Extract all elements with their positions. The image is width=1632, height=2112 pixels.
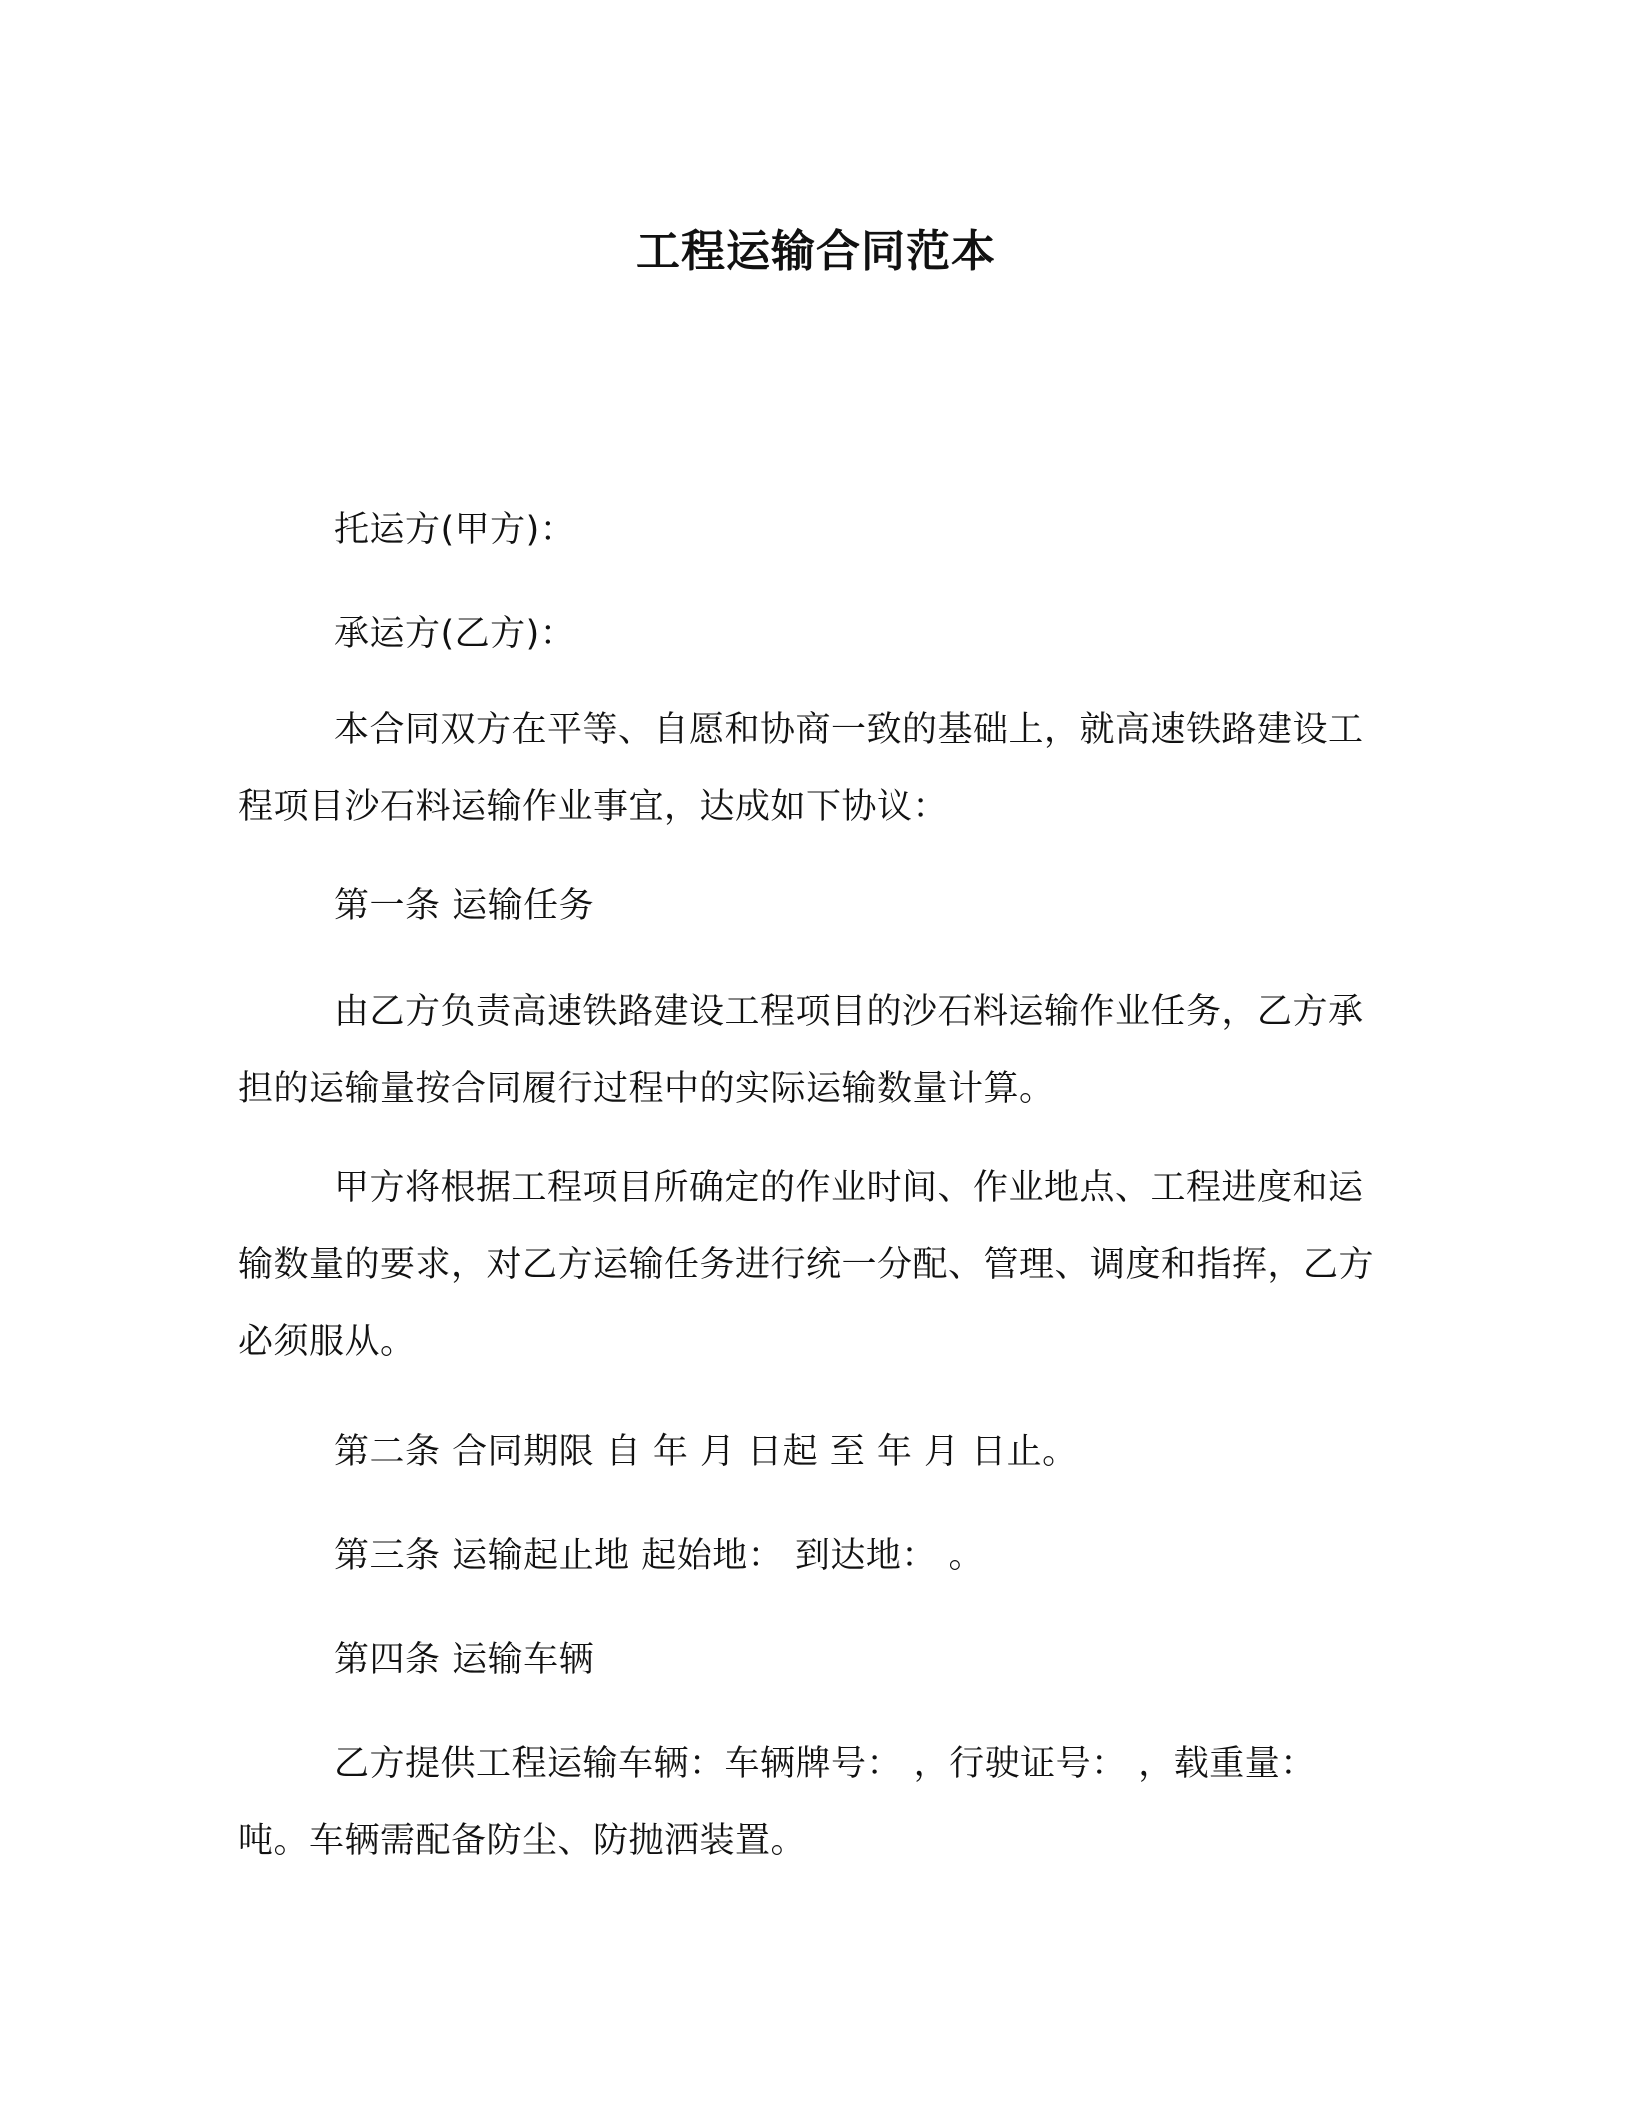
preamble-paragraph: 本合同双方在平等、自愿和协商一致的基础上，就高速铁路建设工程项目沙石料运输作业事宜，达成如下协议： <box>238 710 1364 827</box>
document-title: 工程运输合同范本 <box>636 226 996 277</box>
article-1-paragraph-1: 由乙方负责高速铁路建设工程项目的沙石料运输作业任务，乙方承担的运输量按合同履行过程中的实际运输数量计算。 <box>238 992 1364 1109</box>
party-a-line: 托运方(甲方)： <box>334 510 576 550</box>
article-1-paragraph-2: 甲方将根据工程项目所确定的作业时间、作业地点、工程进度和运输数量的要求，对乙方运输任务进行统一分配、管理、调度和指挥，乙方必须服从。 <box>238 1168 1375 1362</box>
article-4-paragraph: 乙方提供工程运输车辆：车辆牌号： ，行驶证号： ，载重量： 吨。车辆需配备防尘、防抛洒装置。 <box>238 1744 1316 1861</box>
article-4-heading: 第四条 运输车辆 <box>334 1640 595 1680</box>
article-3-route: 第三条 运输起止地 起始地： 到达地： 。 <box>334 1536 985 1576</box>
article-1-heading: 第一条 运输任务 <box>334 886 595 926</box>
party-b-line: 承运方(乙方)： <box>334 614 576 654</box>
article-2-term: 第二条 合同期限 自 年 月 日起 至 年 月 日止。 <box>334 1432 1078 1472</box>
